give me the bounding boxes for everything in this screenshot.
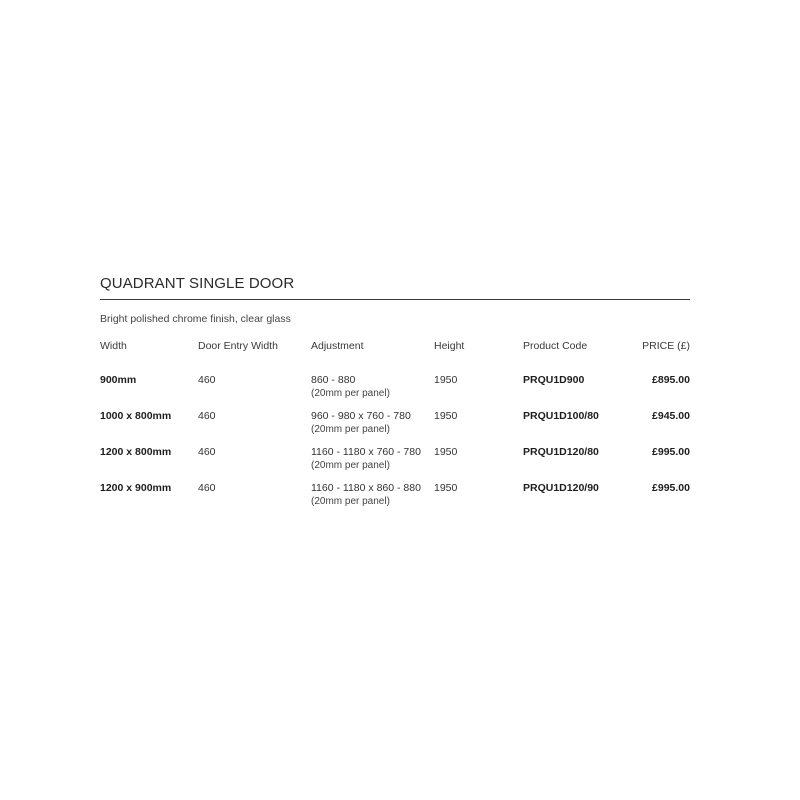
column-header-door-entry-width: Door Entry Width <box>198 340 278 352</box>
adjustment-range: 960 - 980 x 760 - 780 <box>311 410 411 422</box>
table-header-row <box>100 340 690 368</box>
cell-price: £895.00 <box>652 374 690 386</box>
cell-product-code: PRQU1D100/80 <box>523 410 599 422</box>
adjustment-range: 860 - 880 <box>311 374 356 386</box>
cell-door-entry-width: 460 <box>198 410 216 422</box>
adjustment-note: (20mm per panel) <box>311 424 390 435</box>
table-row <box>100 440 690 476</box>
cell-height: 1950 <box>434 446 458 458</box>
cell-door-entry-width: 460 <box>198 482 216 494</box>
column-header-product-code: Product Code <box>523 340 588 352</box>
cell-product-code: PRQU1D120/90 <box>523 482 599 494</box>
cell-door-entry-width: 460 <box>198 374 216 386</box>
column-header-adjustment: Adjustment <box>311 340 364 352</box>
adjustment-note: (20mm per panel) <box>311 460 390 471</box>
page-title: QUADRANT SINGLE DOOR <box>100 275 295 292</box>
cell-width: 1000 x 800mm <box>100 410 172 422</box>
cell-height: 1950 <box>434 374 458 386</box>
product-spec-sheet <box>100 275 690 512</box>
cell-width: 1200 x 800mm <box>100 446 172 458</box>
cell-door-entry-width: 460 <box>198 446 216 458</box>
cell-height: 1950 <box>434 410 458 422</box>
cell-adjustment <box>311 368 434 404</box>
cell-price: £945.00 <box>652 410 690 422</box>
table-row <box>100 404 690 440</box>
table-row <box>100 368 690 404</box>
cell-adjustment <box>311 440 434 476</box>
cell-price: £995.00 <box>652 482 690 494</box>
cell-product-code: PRQU1D120/80 <box>523 446 599 458</box>
adjustment-range: 1160 - 1180 x 860 - 880 <box>311 482 421 494</box>
product-table <box>100 340 690 512</box>
cell-width: 900mm <box>100 374 137 386</box>
cell-adjustment <box>311 404 434 440</box>
adjustment-note: (20mm per panel) <box>311 388 390 399</box>
column-header-height: Height <box>434 340 465 352</box>
column-header-width: Width <box>100 340 127 352</box>
cell-height: 1950 <box>434 482 458 494</box>
title-divider <box>100 299 690 300</box>
table-row <box>100 476 690 512</box>
adjustment-range: 1160 - 1180 x 760 - 780 <box>311 446 421 458</box>
column-header-price: PRICE (£) <box>642 340 690 352</box>
adjustment-note: (20mm per panel) <box>311 496 390 507</box>
cell-product-code: PRQU1D900 <box>523 374 585 386</box>
cell-price: £995.00 <box>652 446 690 458</box>
cell-width: 1200 x 900mm <box>100 482 172 494</box>
cell-adjustment <box>311 476 434 512</box>
finish-description: Bright polished chrome finish, clear glass <box>100 313 291 325</box>
